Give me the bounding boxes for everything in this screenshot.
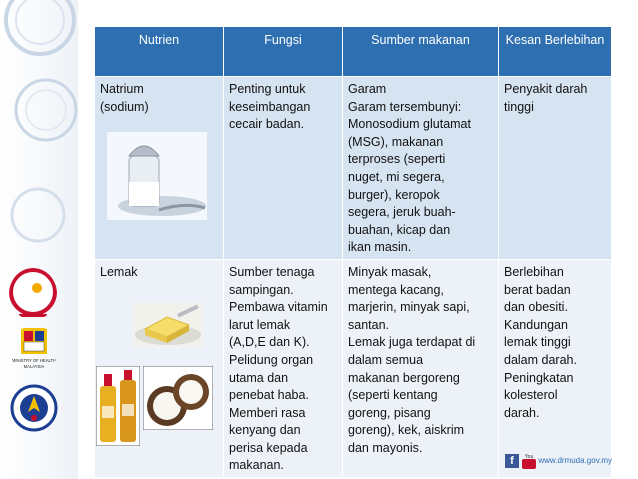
cooking-oil-bottles-image bbox=[96, 366, 140, 446]
cell-line: nuget, mi segera, bbox=[348, 169, 445, 184]
cell-line: buahan, kicap dan bbox=[348, 222, 451, 237]
cell-line: kenyang dan bbox=[229, 423, 301, 438]
footer-url-link[interactable]: www.drmuda.gov.my bbox=[538, 456, 612, 465]
cell-line: goreng, pisang bbox=[348, 405, 431, 420]
header-sumber-makanan: Sumber makanan bbox=[343, 27, 499, 77]
school-health-logo bbox=[10, 384, 58, 432]
ministry-text-line2: MALAYSIA bbox=[23, 364, 45, 369]
cell-line: terproses (seperti bbox=[348, 152, 446, 167]
youtube-icon[interactable] bbox=[522, 453, 536, 469]
cell-line: sampingan. bbox=[229, 282, 294, 297]
cell-fungsi-natrium bbox=[224, 77, 343, 260]
cell-line: makanan. bbox=[229, 458, 284, 473]
table-header-row bbox=[95, 27, 612, 77]
cell-line: ikan masin. bbox=[348, 240, 412, 255]
cell-line: tinggi bbox=[504, 99, 534, 114]
cell-sumber-lemak bbox=[343, 259, 499, 477]
cell-line: mentega kacang, bbox=[348, 282, 444, 297]
cell-line: cecair badan. bbox=[229, 117, 305, 132]
salt-shaker-image bbox=[107, 132, 207, 220]
cell-line: lemak tinggi bbox=[504, 335, 571, 350]
cell-line: Garam bbox=[348, 82, 387, 96]
cell-line: Lemak bbox=[100, 264, 138, 279]
cell-line: dan obesiti. bbox=[504, 300, 568, 315]
cell-line: (MSG), makanan bbox=[348, 134, 444, 149]
cell-line: segera, jeruk buah- bbox=[348, 205, 456, 220]
butter-image bbox=[133, 303, 203, 347]
cell-line: penebat haba. bbox=[229, 388, 309, 403]
cell-line: Kandungan bbox=[504, 317, 568, 332]
cell-line: keseimbangan bbox=[229, 99, 311, 114]
youtube-label: You bbox=[524, 454, 534, 460]
cell-line: Peningkatan bbox=[504, 370, 574, 385]
cell-line: dan mayonis. bbox=[348, 440, 423, 455]
header-kesan-berlebihan: Kesan Berlebihan bbox=[499, 27, 612, 77]
cell-line: Penyakit darah bbox=[504, 82, 588, 96]
cell-line: dalam darah. bbox=[504, 352, 577, 367]
cell-line: Penting untuk bbox=[229, 82, 306, 96]
cell-line: Pembawa vitamin bbox=[229, 300, 328, 315]
ministry-of-health-crest-icon bbox=[9, 326, 59, 372]
cell-line: utama dan bbox=[229, 370, 289, 385]
cell-line: (seperti kentang bbox=[348, 388, 438, 403]
cell-line: goreng), kek, aiskrim bbox=[348, 423, 465, 438]
cell-line: Lemak juga terdapat di bbox=[348, 335, 476, 350]
cell-line: Natrium bbox=[100, 82, 144, 96]
cell-line: Memberi rasa bbox=[229, 405, 306, 420]
cell-line: burger), keropok bbox=[348, 187, 440, 202]
ministry-text-line1: MINISTRY OF HEALTH bbox=[11, 358, 57, 363]
cell-line: kolesterol bbox=[504, 388, 558, 403]
cell-line: Pelidung organ bbox=[229, 352, 314, 367]
cell-line: marjerin, minyak sapi, bbox=[348, 300, 470, 315]
cell-kesan-lemak bbox=[499, 259, 612, 477]
cell-line: makanan bergoreng bbox=[348, 370, 460, 385]
cell-line: Monosodium glutamat bbox=[348, 117, 471, 132]
header-fungsi: Fungsi bbox=[224, 27, 343, 77]
cell-line: darah. bbox=[504, 405, 540, 420]
cell-fungsi-lemak bbox=[224, 259, 343, 477]
cell-line: Sumber tenaga bbox=[229, 264, 315, 279]
cell-line: (sodium) bbox=[100, 99, 149, 114]
cell-line: (A,D,E dan K). bbox=[229, 335, 310, 350]
facebook-icon[interactable]: f bbox=[505, 454, 519, 468]
cell-kesan-natrium bbox=[499, 77, 612, 260]
coconut-image bbox=[143, 366, 213, 430]
health-promotion-logo bbox=[9, 268, 57, 320]
header-nutrien: Nutrien bbox=[95, 27, 224, 77]
cell-sumber-natrium bbox=[343, 77, 499, 260]
cell-line: santan. bbox=[348, 317, 390, 332]
cell-line: Minyak masak, bbox=[348, 264, 432, 279]
cell-line: larut lemak bbox=[229, 317, 291, 332]
cell-line: dalam semua bbox=[348, 352, 424, 367]
cell-line: Berlebihan bbox=[504, 264, 564, 279]
cell-line: Garam tersembunyi: bbox=[348, 99, 462, 114]
cell-line: perisa kepada bbox=[229, 440, 308, 455]
cell-line: berat badan bbox=[504, 282, 571, 297]
